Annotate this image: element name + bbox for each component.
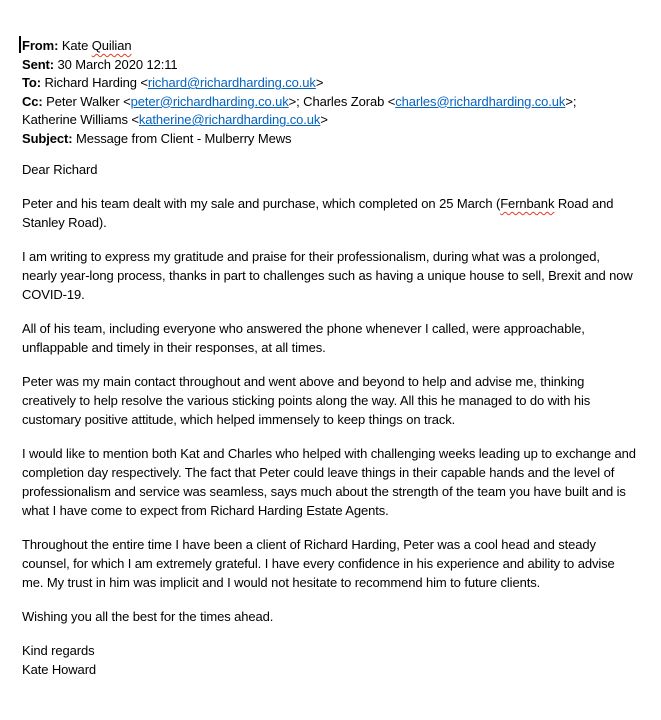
subject-label: Subject: — [22, 130, 73, 146]
header-cc-line-2 — [22, 111, 638, 130]
fernbank-misspelled: Fernbank — [500, 196, 555, 211]
header-sent-line — [22, 56, 638, 75]
from-name: Kate — [58, 38, 92, 53]
signoff: Kind regards — [22, 643, 95, 658]
cc-recipient2-name: Charles Zorab < — [303, 93, 396, 109]
text-cursor — [19, 36, 21, 53]
header-cc-line-1 — [22, 93, 638, 112]
cc-separator-2: >; — [565, 93, 577, 109]
paragraph-2: I am writing to express my gratitude and praise for their professionalism, during what was a prolonged, nearly year-long process, thanks in part to challenges such as having a unique house to sell, Brexit and now COVID-19. — [22, 249, 633, 302]
paragraph-1-before: Peter and his team dealt with my sale and purchase, which completed on 25 March ( — [22, 196, 501, 211]
paragraph-6: Throughout the entire time I have been a client of Richard Harding, Peter was a cool head and steady counsel, for which I am extremely grateful. I have every confidence in his experience and ability to advise me. My trust in him was implicit and I would not hesitate to recommend him to future clients. — [22, 537, 615, 590]
to-close-bracket: > — [315, 75, 324, 90]
from-label: From: — [22, 38, 59, 53]
paragraph-4: Peter was my main contact throughout and went above and beyond to help and advise me, thinking creatively to help resolve the various sticking points along the way. All this he managed to do with his customary positive attitude, which helped immensely to keep things on track. — [22, 374, 591, 427]
sent-value: 30 March 2020 12:11 — [54, 56, 178, 72]
cc-recipient1-name: Peter Walker < — [42, 93, 131, 109]
cc-close-bracket: > — [320, 112, 328, 127]
paragraph-closing: Wishing you all the best for the times ahead. — [22, 609, 274, 624]
header-from-line — [22, 37, 638, 56]
cc-email-link-charles[interactable]: charles@richardharding.co.uk — [395, 93, 566, 109]
cc-separator-1: >; — [288, 93, 304, 109]
subject-value: Message from Client - Mulberry Mews — [72, 130, 292, 146]
cc-label: Cc: — [22, 93, 43, 109]
email-body — [22, 160, 638, 679]
signature-block — [22, 641, 638, 679]
email-header — [22, 37, 638, 148]
paragraph-3: All of his team, including everyone who answered the phone whenever I called, were approachable, unflappable and timely in their responses, at all times. — [22, 321, 585, 355]
paragraph-5: I would like to mention both Kat and Charles who helped with challenging weeks leading up to exchange and completion day respectively. The fact that Peter could leave things in their capable hands and the level of professionalism and service was seamless, says much about the strength of the team you have built and is what I have come to expect from Richard Harding Estate Agents. — [22, 446, 636, 518]
paragraph-1-after: Road and Stanley Road). — [22, 196, 614, 230]
to-email-link[interactable]: richard@richardharding.co.uk — [147, 75, 316, 90]
header-subject-line — [22, 130, 638, 149]
cc-email-link-peter[interactable]: peter@richardharding.co.uk — [130, 93, 289, 109]
cc-email-link-katherine[interactable]: katherine@richardharding.co.uk — [138, 112, 321, 127]
sent-label: Sent: — [22, 56, 55, 72]
paragraph-greeting: Dear Richard — [22, 162, 98, 177]
to-recipient-name: Richard Harding < — [40, 75, 148, 90]
signature-name: Kate Howard — [22, 662, 97, 677]
to-label: To: — [22, 75, 41, 90]
paragraph-1 — [22, 194, 638, 232]
header-to-line — [22, 74, 638, 93]
from-surname-misspelled: Quilian — [91, 38, 132, 53]
cc-recipient3-name: Katherine Williams < — [22, 112, 139, 127]
